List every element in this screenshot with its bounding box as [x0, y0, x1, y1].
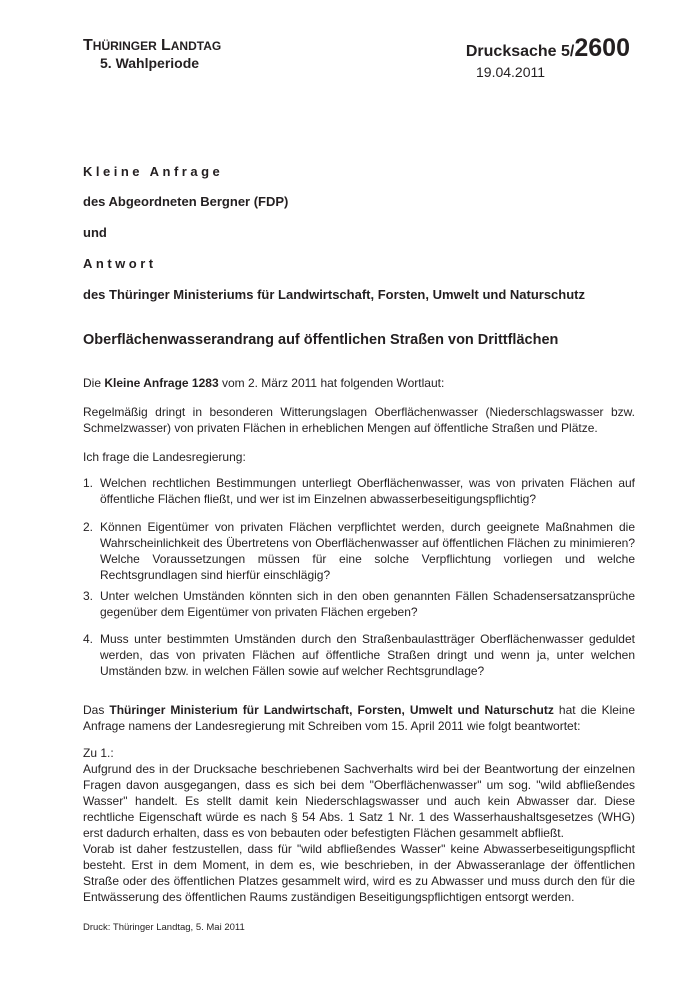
parliament-rest-2: ANDTAG	[170, 39, 222, 53]
heading-und: und	[83, 225, 107, 240]
legislative-period: 5. Wahlperiode	[100, 55, 200, 71]
question-number: 2.	[83, 520, 94, 534]
print-footer: Druck: Thüringer Landtag, 5. Mai 2011	[83, 922, 245, 933]
question-body: Welchen rechtlichen Bestimmungen unterliegt Oberflächenwasser, was von privaten Flächen auf öffentliche Flächen fließt, und wer ist im Einzelnen abwasserbeseitigungspflichtig?	[100, 476, 635, 506]
intro-bold: Kleine Anfrage 1283	[104, 376, 219, 390]
question-number: 4.	[83, 632, 94, 646]
question-text: Regelmäßig dringt in besonderen Witterungslagen Oberflächenwasser (Niederschlagswasser bzw. Schmelzwasser) von privaten Flächen in erheblichen Mengen auf öffentliche Straßen und Plätze.	[83, 405, 635, 435]
question-item-2	[83, 519, 635, 583]
question-body: Können Eigentümer von privaten Flächen verpflichtet werden, durch geeignete Maßnahmen die Wahrscheinlichkeit des Übertretens von Oberflächenwasser auf öffentlichen Flächen zu minimieren? Welche Voraussetzungen müssen für eine solche Verpflichtung vorliegen und welche Rechtsgrundlagen sind hierfür einschlägig?	[100, 520, 635, 582]
parliament-name	[83, 37, 221, 55]
answer-intro-suffix: hat die Kleine Anfrage namens der Landesregierung mit Schreiben vom 15. April 2011 wie folgt beantwortet:	[83, 703, 635, 733]
heading-abgeordneter: des Abgeordneten Bergner (FDP)	[83, 194, 289, 209]
drucksache-id	[466, 34, 630, 63]
heading-ministerium: des Thüringer Ministeriums für Landwirtschaft, Forsten, Umwelt und Naturschutz	[83, 287, 585, 302]
answer-1-label: Zu 1.:	[83, 746, 114, 760]
answer-intro	[83, 702, 635, 734]
intro-suffix: vom 2. März 2011 hat folgenden Wortlaut:	[218, 376, 445, 390]
intro-prefix: Die	[83, 376, 105, 390]
question-item-3	[83, 588, 635, 620]
drucksache-date: 19.04.2011	[476, 64, 546, 80]
drucksache-number: 2600	[574, 34, 630, 62]
question-body: Muss unter bestimmten Umständen durch den Straßenbaulastträger Oberflächenwasser geduldet werden, das von privaten Flächen auf öffentliche Straßen dringt und wenn ja, unter welchen Umständen bzw. in welchen Fällen sowie auf welcher Rechtsgrundlage?	[100, 632, 635, 678]
answer-intro-bold: Thüringer Ministerium für Landwirtschaft, Forsten, Umwelt und Naturschutz	[109, 703, 554, 717]
document-title: Oberflächenwasserandrang auf öffentlichen Straßen von Drittflächen	[83, 332, 559, 348]
answer-1-paragraph-2: Vorab ist daher festzustellen, dass für "wild abfließendes Wasser" keine Abwasserbeseitigungspflicht besteht. Erst in dem Moment, in dem es, wie beschrieben, in der Abwasseranlage der öffentlichen Straße oder des öffentlichen Platzes gesammelt wird, wird es zu Abwasser und muss durch den für die Entwässerung des öffentlichen Raums zuständigen Beseitigungspflichtigen entsorgt werden.	[83, 842, 635, 904]
heading-antwort: Antwort	[83, 256, 157, 271]
question-number: 1.	[83, 476, 94, 490]
ask-line: Ich frage die Landesregierung:	[83, 450, 246, 464]
parliament-initial-2: L	[160, 37, 171, 54]
question-item-4	[83, 631, 635, 679]
answer-intro-prefix: Das	[83, 703, 110, 717]
question-body: Unter welchen Umständen könnten sich in den oben genannten Fällen Schadensersatzansprüche gegenüber dem Eigentümer von privaten Flächen ergeben?	[100, 589, 635, 619]
question-item-1	[83, 475, 635, 507]
question-number: 3.	[83, 589, 94, 603]
intro-line	[83, 375, 635, 391]
heading-kleine-anfrage: Kleine Anfrage	[83, 164, 224, 179]
drucksache-label: Drucksache 5/	[465, 43, 575, 60]
parliament-rest: HÜRINGER	[92, 39, 157, 53]
answer-1-paragraph-1: Aufgrund des in der Drucksache beschriebenen Sachverhalts wird bei der Beantwortung der einzelnen Fragen davon ausgegangen, dass es sich bei dem "Oberflächenwasser" um sog. "wild abfließendes Wasser" handelt. Es stellt damit kein Niederschlagswasser und auch kein Abwasser dar. Diese rechtliche Eigenschaft würde es nach § 54 Abs. 1 Satz 1 Nr. 1 des Wasserhaushaltsgesetzes (WHG) erst dadurch erhalten, dass es von bebauten oder befestigten Flächen gesammelt abfließt.	[83, 762, 635, 840]
parliament-initial: T	[83, 37, 93, 54]
